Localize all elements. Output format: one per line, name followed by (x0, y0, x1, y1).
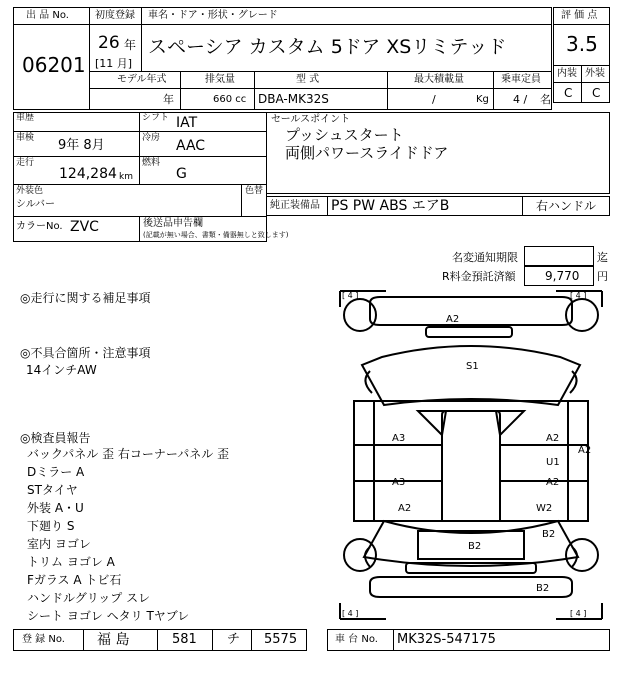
ac-label: 冷房 (142, 133, 161, 143)
damage-mark: W2 (536, 503, 553, 514)
damage-mark: S1 (466, 361, 479, 372)
driving-heading: ◎走行に関する補足事項 (20, 291, 151, 305)
reg-label: 登 録 No. (22, 634, 65, 645)
fuel-value: G (176, 166, 187, 182)
damage-mark: A3 (392, 477, 406, 488)
damage-mark: A2 (446, 314, 460, 325)
name-change-box (524, 246, 594, 266)
lot-label: 出 品 No. (26, 10, 69, 21)
interior-label: 内装 (557, 68, 577, 79)
inspector-line: シート ヨゴレ ヘタリ Tヤブレ (27, 609, 190, 623)
car-damage-diagram (330, 285, 612, 625)
repaint-label: 色替 (245, 186, 264, 196)
inspector-line: STタイヤ (27, 483, 78, 497)
damage-mark: A2 (546, 433, 560, 444)
mileage-label: 走行 (16, 158, 35, 168)
displacement-label: 排気量 (205, 74, 235, 85)
max-load-unit: Kg (476, 94, 489, 105)
model-code-label: 型 式 (296, 74, 320, 85)
fuel-label: 燃料 (142, 158, 161, 168)
damage-mark: B2 (542, 529, 556, 540)
inspector-heading: ◎検査員報告 (20, 431, 91, 445)
inspector-line: 下廻り S (27, 519, 75, 533)
reg-month: [11 月] (95, 57, 133, 70)
interior-grade: C (564, 86, 573, 100)
damage-mark: A3 (392, 433, 406, 444)
damage-mark: B2 (468, 541, 482, 552)
exterior-label: 外装 (585, 68, 605, 79)
damage-mark: A2 (546, 477, 560, 488)
reg-number: 5575 (264, 632, 298, 647)
docs-label: 後送品申告欄 (143, 218, 203, 229)
score: 3.5 (566, 32, 598, 56)
mileage-unit: km (119, 172, 133, 182)
sales-point-label: セールスポイント (271, 114, 351, 125)
displacement: 660 cc (213, 94, 247, 105)
chassis-number: MK32S-547175 (397, 632, 496, 647)
inspector-line: Dミラー A (27, 465, 85, 479)
model-year-label: モデル年式 (117, 74, 167, 85)
capacity-unit: 名 (540, 93, 551, 106)
max-load-label: 最大積載量 (414, 74, 464, 85)
reg-year: 26 (98, 33, 120, 53)
ac-value: AAC (176, 138, 206, 154)
inspection-value: 9年 8月 (58, 138, 105, 153)
name-change-unit: 迄 (597, 251, 608, 264)
inspector-line: トリム ヨゴレ A (27, 555, 115, 569)
inspector-line: Fガラス A トビ石 (27, 573, 122, 587)
model-year-unit: 年 (163, 93, 174, 106)
reg-place: 福 島 (97, 632, 130, 648)
damage-mark: B2 (536, 583, 550, 594)
inspection-label: 車検 (16, 133, 35, 143)
mileage-value: 124,284 (59, 166, 117, 182)
docs-note: (記載が無い場合、書類・備器無しと致します) (143, 231, 289, 239)
exterior-grade: C (592, 86, 601, 100)
shift-value: IAT (176, 115, 198, 131)
inspector-line: 室内 ヨゴレ (27, 537, 91, 551)
color-no-label: カラーNo. (16, 221, 63, 232)
first-reg-label: 初度登録 (95, 10, 135, 21)
inspector-line: バックパネル 歪 右コーナーパネル 歪 (27, 447, 230, 461)
damage-mark: A2 (398, 503, 412, 514)
model-code: DBA-MK32S (258, 92, 329, 106)
damage-mark: A2 (578, 445, 592, 456)
history-label: 車歴 (16, 113, 35, 123)
steering-value: 右ハンドル (536, 199, 597, 213)
capacity-label: 乗車定員 (501, 74, 541, 85)
tire-fl: [ 4 ] (342, 291, 359, 300)
capacity: 4 / (513, 93, 528, 106)
year-unit: 年 (124, 38, 137, 52)
lot-number: 06201 (22, 53, 86, 77)
name-label: 車名・ドア・形状・グレード (148, 10, 278, 21)
score-label: 評 価 点 (561, 10, 598, 21)
tire-fr: [ 4 ] (570, 291, 587, 300)
name-change-label: 名変通知期限 (452, 251, 518, 264)
shift-label: シフト (142, 113, 170, 123)
recycle-label: R料金預託済額 (442, 270, 516, 283)
recycle-unit: 円 (597, 270, 608, 283)
max-load-slash: / (432, 93, 436, 106)
ext-color-value: シルバー (16, 199, 56, 210)
ext-color-label: 外装色 (16, 186, 44, 196)
chassis-label: 車 台 No. (335, 634, 378, 645)
tire-rr: [ 4 ] (570, 609, 587, 618)
color-no-value: ZVC (70, 219, 99, 235)
tire-rl: [ 4 ] (342, 609, 359, 618)
damage-mark: U1 (546, 457, 560, 468)
defect-item: 14インチAW (26, 363, 97, 377)
reg-class: 581 (172, 632, 197, 647)
inspector-line: ハンドルグリップ スレ (27, 591, 151, 605)
defects-heading: ◎不具合箇所・注意事項 (20, 346, 151, 360)
sales-point-1: プッシュスタート (285, 126, 404, 144)
recycle-amount: 9,770 (545, 269, 580, 283)
car-name: スペーシア カスタム 5ドア XSリミテッド (148, 36, 507, 58)
equipment-label: 純正装備品 (270, 200, 320, 211)
reg-kana: チ (227, 632, 241, 647)
equipment-value: PS PW ABS エアB (331, 198, 450, 214)
sales-point-2: 両側パワースライドドア (285, 144, 449, 162)
inspector-line: 外装 A・U (27, 501, 84, 515)
